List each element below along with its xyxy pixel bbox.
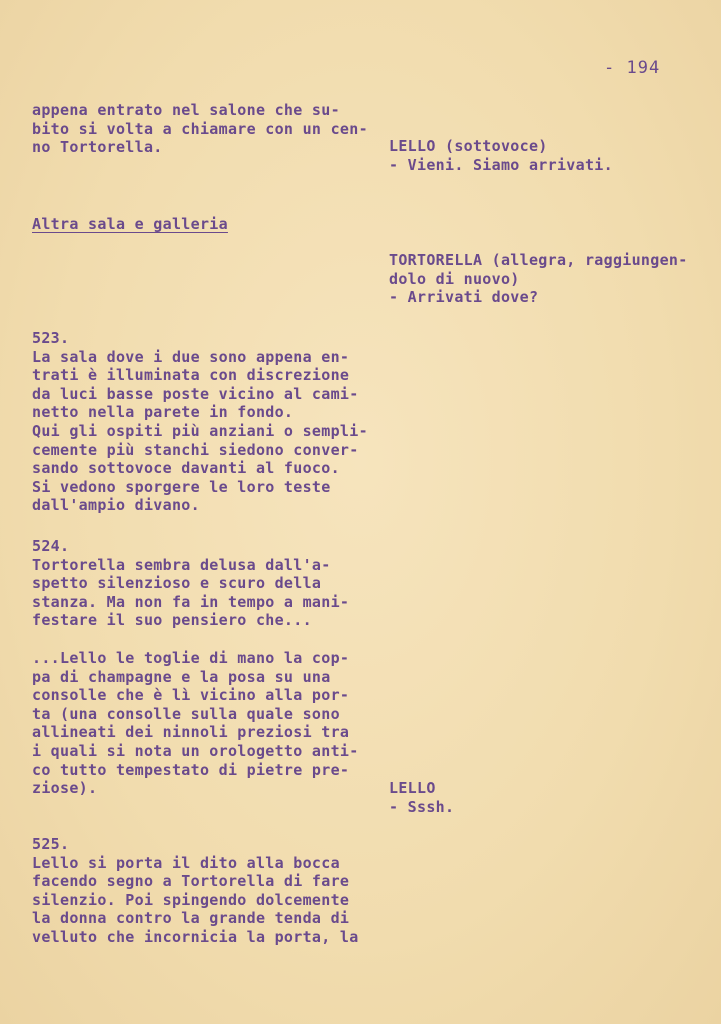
intro-action-text: appena entrato nel salone che su- bito si volta a chiamare con un cen- no Tortorella. bbox=[32, 101, 368, 157]
shot-524-description: 524. Tortorella sembra delusa dall'a- spetto silenzioso e scuro della stanza. Ma non fa in tempo a mani- festare il suo pensiero che... bbox=[32, 537, 350, 630]
page-number: - 194 bbox=[604, 58, 661, 78]
scene-heading: Altra sala e galleria bbox=[32, 215, 228, 233]
shot-524-continuation: ...Lello le toglie di mano la cop- pa di champagne e la posa su una consolle che è lì vicino alla por- ta (una consolle sulla quale sono allineati dei ninnoli preziosi tra i quali si nota un orologetto anti- co tutto tempestato di pietre pre- ziose). bbox=[32, 649, 359, 798]
shot-523-description: 523. La sala dove i due sono appena en- trati è illuminata con discrezione da luci basse poste vicino al cami- netto nella parete in fondo. Qui gli ospiti più anziani o sempli- cemente più stanchi siedono conver- sando sottovoce davanti al fuoco. Si vedono sporgere le loro teste dall'ampio divano. bbox=[32, 329, 368, 515]
dialogue-lello-sssh: LELLO - Sssh. bbox=[389, 779, 455, 816]
dialogue-lello-sottovoce: LELLO (sottovoce) - Vieni. Siamo arrivati. bbox=[389, 137, 613, 174]
shot-525-description: 525. Lello si porta il dito alla bocca facendo segno a Tortorella di fare silenzio. Poi spingendo dolcemente la donna contro la grande tenda di velluto che incornicia la porta, la bbox=[32, 835, 359, 946]
dialogue-tortorella: TORTORELLA (allegra, raggiungen- dolo di nuovo) - Arrivati dove? bbox=[389, 251, 688, 307]
